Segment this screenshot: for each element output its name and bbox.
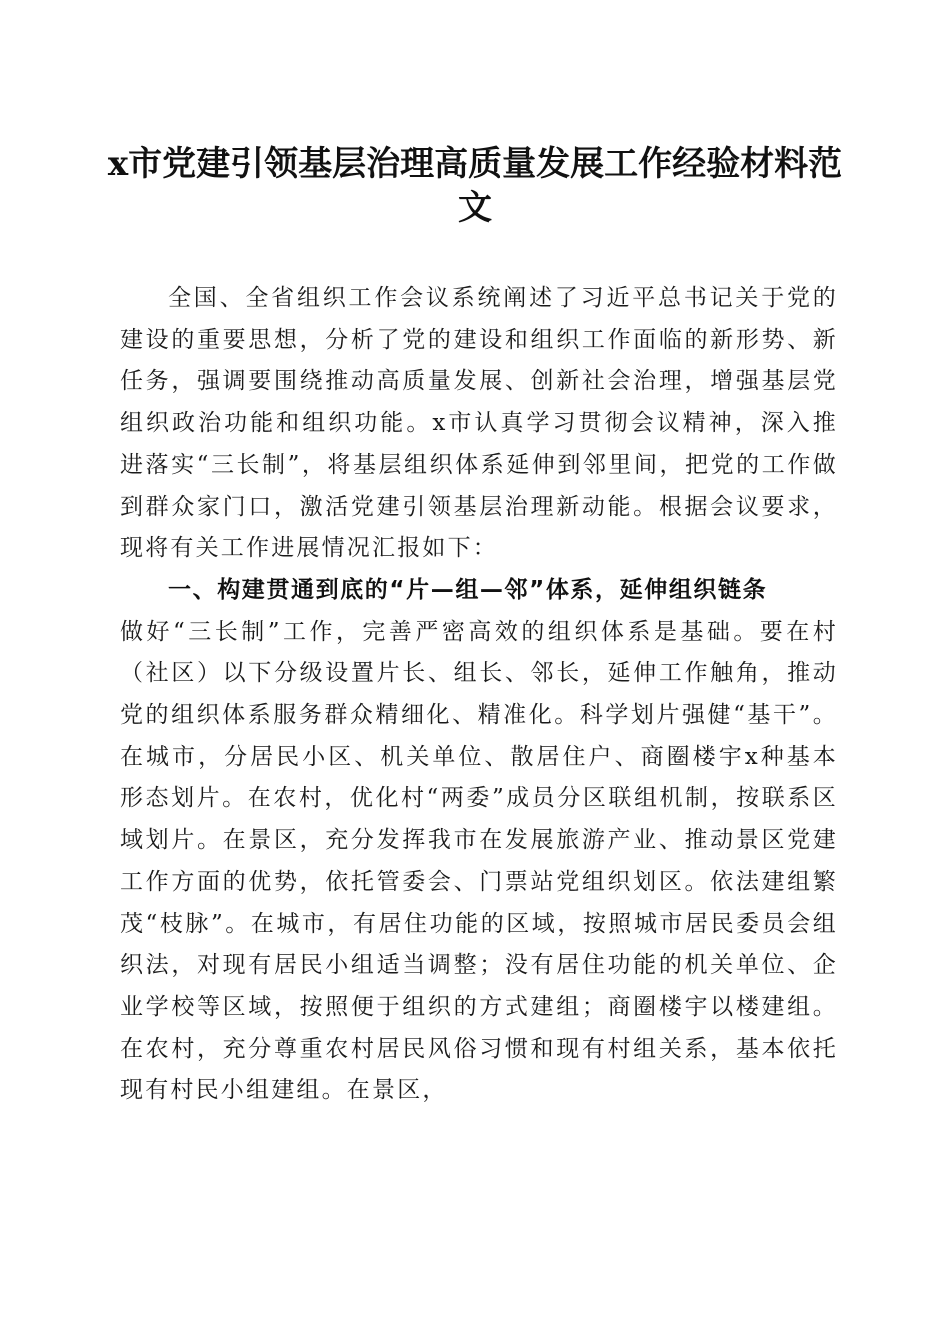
document-title: x市党建引领基层治理高质量发展工作经验材料范文 [107, 144, 843, 228]
section-paragraph: 做好“三长制”工作，完善严密高效的组织体系是基础。要在村（社区）以下分级设置片长、组长、邻长，延伸工作触角，推动党的组织体系服务群众精细化、精准化。科学划片强健“基干”。在城市，分居民小区、机关单位、散居住户、商圈楼宇x种基本形态划片。在农村，优化村“两委”成员分区联组机制，按联系区域划片。在景区，充分发挥我市在发展旅游产业、推动景区党建工作方面的优势，依托管委会、门票站党组织划区。依法建组繁茂“枝脉”。在城市，有居住功能的区域，按照城市居民委员会组织法，对现有居民小组适当调整；没有居住功能的机关单位、企业学校等区域，按照便于组织的方式建组；商圈楼宇以楼建组。在农村，充分尊重农村居民风俗习惯和现有村组关系，基本依托现有村民小组建组。在景区， [120, 618, 838, 1104]
document-body [120, 278, 838, 1112]
section-heading: 一、构建贯通到底的“片—组—邻”体系，延伸组织链条 [168, 576, 768, 603]
intro-paragraph: 全国、全省组织工作会议系统阐述了习近平总书记关于党的建设的重要思想，分析了党的建设和组织工作面临的新形势、新任务，强调要围绕推动高质量发展、创新社会治理，增强基层党组织政治功能和组织功能。x市认真学习贯彻会议精神，深入推进落实“三长制”，将基层组织体系延伸到邻里间，把党的工作做到群众家门口，激活党建引领基层治理新动能。根据会议要求，现将有关工作进展情况汇报如下： [120, 285, 838, 562]
